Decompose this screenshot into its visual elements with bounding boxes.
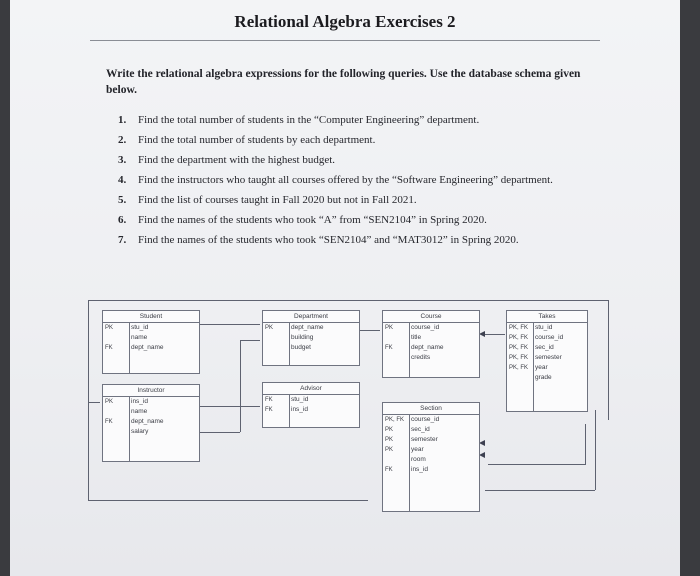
attribute-name: credits bbox=[411, 354, 431, 361]
question-number: 5. bbox=[118, 194, 127, 206]
question-text: Find the department with the highest budget. bbox=[138, 154, 336, 166]
attribute-name: stu_id bbox=[535, 324, 553, 331]
attribute-name: course_id bbox=[535, 334, 564, 341]
attribute-name: year bbox=[411, 446, 424, 453]
attribute-name: name bbox=[131, 408, 148, 415]
attribute-name: year bbox=[535, 364, 548, 371]
key-marker: PK bbox=[265, 325, 274, 331]
table-row bbox=[507, 333, 587, 343]
table-row bbox=[507, 353, 587, 363]
key-marker: FK bbox=[385, 467, 393, 473]
table-row bbox=[103, 397, 199, 407]
table-header: Student bbox=[103, 311, 199, 323]
table-row bbox=[383, 323, 479, 333]
key-marker: PK bbox=[385, 427, 394, 433]
table-row bbox=[383, 415, 479, 425]
table-header: Course bbox=[383, 311, 479, 323]
question-number: 6. bbox=[118, 214, 127, 226]
table-row bbox=[383, 353, 479, 363]
attribute-name: room bbox=[411, 456, 426, 463]
table-header: Takes bbox=[507, 311, 587, 323]
attribute-name: stu_id bbox=[291, 396, 309, 403]
table-row bbox=[383, 465, 479, 475]
table-row bbox=[507, 323, 587, 333]
table-row bbox=[103, 417, 199, 427]
fk-line bbox=[88, 300, 89, 500]
table-row bbox=[103, 407, 199, 417]
key-marker: FK bbox=[105, 419, 113, 425]
key-marker: PK bbox=[105, 399, 114, 405]
table-row bbox=[507, 343, 587, 353]
fk-line bbox=[200, 406, 260, 407]
attribute-name: course_id bbox=[411, 416, 440, 423]
table-row bbox=[263, 323, 359, 333]
key-marker: PK, FK bbox=[509, 345, 529, 351]
fk-line bbox=[595, 410, 596, 490]
key-marker: PK bbox=[385, 447, 394, 453]
table-row bbox=[383, 435, 479, 445]
fk-line bbox=[485, 490, 595, 491]
database-schema-diagram bbox=[10, 0, 680, 576]
key-marker: FK bbox=[265, 397, 273, 403]
fk-line bbox=[240, 340, 241, 432]
fk-line bbox=[88, 402, 100, 403]
key-marker: PK bbox=[105, 325, 114, 331]
key-marker: PK, FK bbox=[509, 365, 529, 371]
question-text: Find the names of the students who took “A” from “SEN2104” in Spring 2020. bbox=[138, 214, 487, 226]
table-row bbox=[103, 323, 199, 333]
table-row bbox=[263, 395, 359, 405]
attribute-name: salary bbox=[131, 428, 149, 435]
document-page bbox=[10, 0, 680, 576]
table-row bbox=[507, 373, 587, 383]
attribute-name: grade bbox=[535, 374, 552, 381]
fk-line bbox=[88, 500, 368, 501]
attribute-name: dept_name bbox=[131, 344, 164, 351]
attribute-name: ins_id bbox=[291, 406, 308, 413]
fk-line bbox=[488, 464, 586, 465]
question-number: 2. bbox=[118, 134, 127, 146]
key-marker: PK, FK bbox=[385, 417, 405, 423]
fk-line bbox=[485, 334, 505, 335]
question-text: Find the list of courses taught in Fall 2020 but not in Fall 2021. bbox=[138, 194, 417, 206]
fk-line bbox=[200, 324, 260, 325]
attribute-name: semester bbox=[411, 436, 438, 443]
question-text: Find the names of the students who took “SEN2104” and “MAT3012” in Spring 2020. bbox=[138, 234, 519, 246]
page-title: Relational Algebra Exercises 2 bbox=[234, 12, 456, 31]
table-takes bbox=[506, 310, 588, 412]
table-row bbox=[383, 445, 479, 455]
table-row bbox=[263, 343, 359, 353]
attribute-name: budget bbox=[291, 344, 311, 351]
question-number: 4. bbox=[118, 174, 127, 186]
question-number: 1. bbox=[118, 114, 127, 126]
question-number: 7. bbox=[118, 234, 127, 246]
key-marker: PK, FK bbox=[509, 355, 529, 361]
key-marker: PK bbox=[385, 325, 394, 331]
table-row bbox=[383, 333, 479, 343]
key-marker: PK bbox=[385, 437, 394, 443]
key-marker: FK bbox=[265, 407, 273, 413]
attribute-name: ins_id bbox=[411, 466, 428, 473]
table-header: Instructor bbox=[103, 385, 199, 397]
question-text: Find the total number of students by each department. bbox=[138, 134, 376, 146]
attribute-name: dept_name bbox=[411, 344, 444, 351]
key-marker: PK, FK bbox=[509, 335, 529, 341]
table-row bbox=[507, 363, 587, 373]
key-marker: FK bbox=[385, 345, 393, 351]
table-row bbox=[103, 333, 199, 343]
fk-line bbox=[200, 432, 240, 433]
table-header: Section bbox=[383, 403, 479, 415]
attribute-name: dept_name bbox=[131, 418, 164, 425]
attribute-name: dept_name bbox=[291, 324, 324, 331]
fk-line bbox=[608, 300, 609, 420]
table-course bbox=[382, 310, 480, 378]
attribute-name: name bbox=[131, 334, 148, 341]
table-row bbox=[263, 405, 359, 415]
question-text: Find the instructors who taught all courses offered by the “Software Engineering” department. bbox=[138, 174, 553, 186]
attribute-name: sec_id bbox=[411, 426, 430, 433]
instructions-text: Write the relational algebra expressions for the following queries. Use the database schema given below. bbox=[106, 68, 581, 96]
fk-line bbox=[585, 424, 586, 464]
table-advisor bbox=[262, 382, 360, 428]
table-row bbox=[103, 427, 199, 437]
table-student bbox=[102, 310, 200, 374]
question-number: 3. bbox=[118, 154, 127, 166]
table-header: Advisor bbox=[263, 383, 359, 395]
table-section bbox=[382, 402, 480, 512]
question-text: Find the total number of students in the “Computer Engineering” department. bbox=[138, 114, 480, 126]
attribute-name: course_id bbox=[411, 324, 440, 331]
key-marker: PK, FK bbox=[509, 325, 529, 331]
table-row bbox=[263, 333, 359, 343]
fk-line bbox=[360, 330, 380, 331]
attribute-name: building bbox=[291, 334, 314, 341]
fk-line bbox=[88, 300, 608, 301]
table-row bbox=[383, 425, 479, 435]
key-marker: FK bbox=[105, 345, 113, 351]
attribute-name: sec_id bbox=[535, 344, 554, 351]
attribute-name: semester bbox=[535, 354, 562, 361]
attribute-name: ins_id bbox=[131, 398, 148, 405]
attribute-name: stu_id bbox=[131, 324, 149, 331]
table-department bbox=[262, 310, 360, 366]
table-instructor bbox=[102, 384, 200, 462]
fk-line bbox=[240, 340, 260, 341]
attribute-name: title bbox=[411, 334, 422, 341]
table-row bbox=[383, 343, 479, 353]
table-row bbox=[103, 343, 199, 353]
table-row bbox=[383, 455, 479, 465]
table-header: Department bbox=[263, 311, 359, 323]
